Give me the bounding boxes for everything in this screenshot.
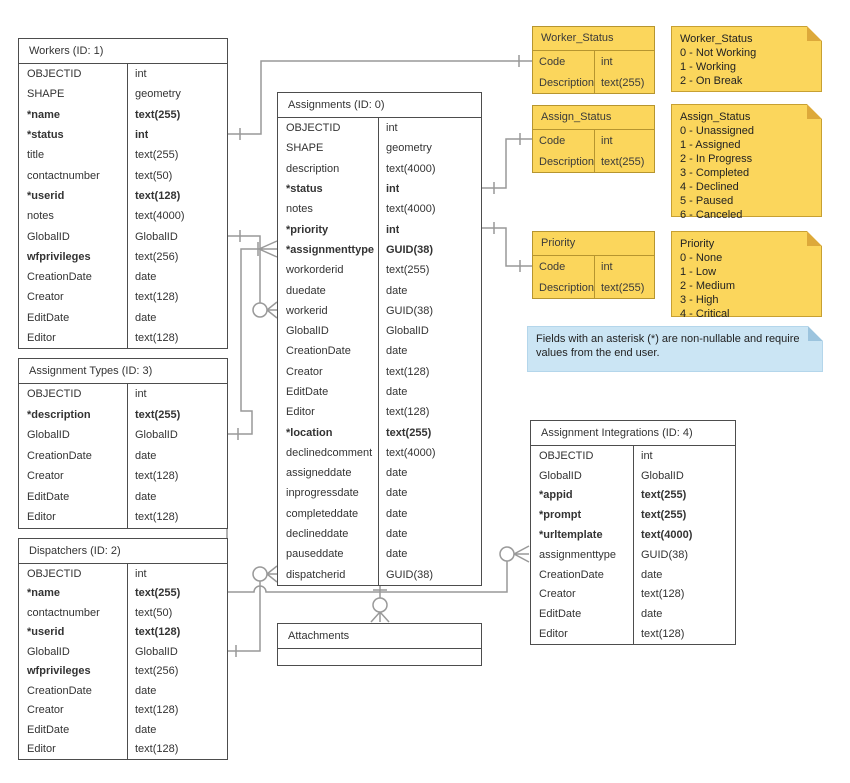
table-row [19,145,227,165]
field-type: int [135,129,149,142]
field-name: EditDate [19,487,128,508]
field-name: declineddate [278,524,379,544]
field-name: CreationDate [278,341,379,361]
field-name: *priority [278,219,379,239]
table-row [278,138,481,158]
field-name: SHAPE [19,84,128,104]
field-type: text(128) [641,628,685,641]
table-row [19,226,227,246]
field-type: text(4000) [386,203,436,216]
field-type: geometry [135,88,181,101]
field-type: date [386,548,408,561]
field-type: text(128) [135,626,181,639]
field-type: text(128) [135,704,179,717]
table-row [19,405,227,426]
field-type: int [135,68,147,81]
note-line: 4 - Critical [680,308,730,320]
table-row [19,425,227,446]
table-row [278,301,481,321]
field-name: Creator [19,701,128,721]
field-name: CreationDate [19,681,128,701]
table-row [278,321,481,341]
table-row [278,179,481,199]
table-row [533,151,654,172]
table-row [19,308,227,328]
field-name: Description [533,72,595,93]
table-worker-status-title: Worker_Status [533,27,654,51]
field-type: text(256) [135,250,179,263]
table-row [278,483,481,503]
table-row [278,118,481,138]
field-type: text(50) [135,169,173,182]
field-name: Editor [278,402,379,422]
table-row [533,72,654,93]
field-type: text(255) [135,408,181,421]
table-assignment-types-rows [19,384,227,528]
field-name: assigneddate [278,463,379,483]
field-type: date [135,271,157,284]
field-type: text(255) [641,509,687,522]
table-row [19,487,227,508]
table-row [278,565,481,585]
table-row [19,681,227,701]
note-line: 5 - Paused [680,195,734,207]
field-type: text(255) [386,426,432,439]
field-type: text(255) [601,76,645,89]
field-name: EditDate [19,720,128,740]
field-name: Description [533,151,595,172]
table-row [19,507,227,528]
table-attachments-title: Attachments [278,624,481,649]
table-row [278,159,481,179]
table-row [531,486,735,506]
note-title: Assign_Status [680,111,751,123]
field-name: Code [533,256,595,277]
field-name: Editor [19,328,128,348]
field-name: description [278,159,379,179]
field-type: int [135,388,147,401]
field-name: Editor [19,740,128,760]
field-name: *userid [19,186,128,206]
field-type: date [386,507,408,520]
note-lines [680,46,813,88]
note-line: 1 - Working [680,61,737,73]
table-row [19,564,227,584]
field-type: text(128) [135,189,181,202]
table-worker-status[interactable] [532,26,655,94]
field-type: text(4000) [135,210,185,223]
note-title: Worker_Status [680,33,753,45]
table-priority-title: Priority [533,232,654,256]
field-name: SHAPE [278,138,379,158]
connector-assignments-priority [482,222,532,272]
field-name: EditDate [278,382,379,402]
table-assign-status-title: Assign_Status [533,106,654,130]
table-workers-rows [19,64,227,348]
table-row [531,446,735,466]
table-assignments-title: Assignments (ID: 0) [278,93,481,118]
table-row [19,328,227,348]
table-row [278,544,481,564]
field-name: Editor [531,624,634,644]
field-name: *status [278,179,379,199]
table-row [19,384,227,405]
note-line: 1 - Low [680,266,717,278]
table-dispatchers-title: Dispatchers (ID: 2) [19,539,227,564]
table-dispatchers[interactable] [18,538,228,760]
note-title: Priority [680,238,715,250]
table-row [19,740,227,760]
table-workers[interactable] [18,38,228,349]
field-type: int [601,260,613,273]
connector-types-assignments-assignmenttype [228,241,277,440]
table-worker-status-rows [533,51,654,93]
field-type: GlobalID [386,325,429,338]
table-row [278,199,481,219]
field-name: GlobalID [278,321,379,341]
table-dispatchers-rows [19,564,227,759]
table-row [531,624,735,644]
note-line: 0 - Unassigned [680,125,754,137]
table-assign-status[interactable] [532,105,655,173]
table-priority-rows [533,256,654,298]
table-row [531,585,735,605]
field-name: notes [19,206,128,226]
note-line: 2 - On Break [680,75,743,87]
note-line: 3 - High [680,294,719,306]
table-assignments[interactable] [277,92,482,586]
field-name: completeddate [278,504,379,524]
field-name: CreationDate [19,446,128,467]
note-line: 2 - Medium [680,280,736,292]
field-name: GlobalID [531,466,634,486]
field-name: *userid [19,623,128,643]
note-fold-icon [807,104,822,119]
field-type: GlobalID [641,469,684,482]
field-type: GUID(38) [386,243,434,256]
field-name: contactnumber [19,165,128,185]
field-name: Creator [19,466,128,487]
field-type: text(128) [135,511,179,524]
table-row [278,260,481,280]
table-row [531,604,735,624]
table-row [531,565,735,585]
field-name: assignmenttype [531,545,634,565]
field-name: GlobalID [19,425,128,446]
table-row [531,505,735,525]
note-fold-icon [807,26,822,41]
table-assignment-integrations[interactable] [530,420,736,645]
field-type: date [135,723,157,736]
field-name: CreationDate [19,267,128,287]
table-row [533,256,654,277]
connector-dispatchers-assignments-dispatcherid [228,566,277,657]
table-row [19,446,227,467]
table-row [19,267,227,287]
field-type: text(128) [135,332,179,344]
field-type: text(128) [386,365,430,378]
table-attachments-empty-row [278,649,481,665]
field-type: text(128) [641,588,685,601]
field-type: date [386,487,408,500]
table-assignment-integrations-rows [531,446,735,644]
field-name: declinedcomment [278,443,379,463]
field-type: text(256) [135,665,179,678]
field-name: title [19,145,128,165]
table-row [278,402,481,422]
table-row [19,466,227,487]
table-row [278,524,481,544]
field-name: Code [533,51,595,72]
field-type: int [386,183,400,196]
table-assign-status-rows [533,130,654,172]
field-type: GUID(38) [386,304,434,317]
field-type: text(255) [135,149,179,162]
table-row [533,51,654,72]
table-row [531,545,735,565]
table-row [19,701,227,721]
field-name: wfprivileges [19,247,128,267]
field-type: date [386,467,408,480]
table-row [19,64,227,84]
field-name: CreationDate [531,565,634,585]
field-name: Creator [531,585,634,605]
field-type: date [135,449,157,462]
field-type: int [601,55,613,68]
field-name: *appid [531,486,634,506]
field-name: contactnumber [19,603,128,623]
table-row [19,186,227,206]
field-type: int [135,567,147,580]
table-row [19,603,227,623]
field-type: geometry [386,142,432,155]
field-name: inprogressdate [278,483,379,503]
note-lines [680,251,813,321]
field-name: Creator [19,287,128,307]
field-name: OBJECTID [278,118,379,138]
table-row [278,240,481,260]
field-type: date [386,528,408,541]
note-line: 1 - Assigned [680,139,741,151]
field-name: Code [533,130,595,151]
note-fold-icon [808,326,823,341]
field-type: int [601,134,613,147]
note-line: 4 - Declined [680,181,739,193]
field-name: workerid [278,301,379,321]
table-row [278,219,481,239]
field-name: *prompt [531,505,634,525]
note-fold-icon [807,231,822,246]
field-type: GlobalID [135,429,178,442]
field-type: GUID(38) [386,568,434,581]
note-line: 3 - Completed [680,167,750,179]
table-assignment-integrations-title: Assignment Integrations (ID: 4) [531,421,735,446]
table-row [278,443,481,463]
table-row [19,125,227,145]
table-assignments-rows [278,118,481,585]
field-type: date [641,568,663,581]
table-row [278,504,481,524]
field-type: text(4000) [386,446,436,459]
note-worker-status-domain[interactable] [671,26,822,92]
table-row [19,662,227,682]
table-workers-title: Workers (ID: 1) [19,39,227,64]
field-name: OBJECTID [19,384,128,405]
table-row [278,280,481,300]
field-type: text(50) [135,606,173,619]
field-name: GlobalID [19,226,128,246]
field-type: text(4000) [386,162,436,175]
field-type: int [386,223,400,236]
field-type: text(255) [135,587,181,600]
field-type: text(255) [135,108,181,121]
table-attachments[interactable] [277,623,482,666]
table-row [278,422,481,442]
note-line: 6 - Canceled [680,209,743,221]
table-row [19,720,227,740]
field-name: OBJECTID [531,446,634,466]
field-name: notes [278,199,379,219]
field-type: date [386,386,408,398]
field-name: workorderid [278,260,379,280]
table-row [19,584,227,604]
field-name: *location [278,422,379,442]
field-type: text(255) [386,264,430,277]
field-type: date [386,284,408,297]
field-name: EditDate [19,308,128,328]
table-row [19,206,227,226]
table-row [531,466,735,486]
table-row [278,362,481,382]
field-name: *assignmenttype [278,240,379,260]
table-row [278,463,481,483]
table-row [19,642,227,662]
note-priority-domain[interactable] [671,231,822,320]
table-row [278,341,481,361]
note-lines [680,124,813,222]
field-name: dispatcherid [278,565,379,585]
field-name: OBJECTID [19,64,128,84]
connector-assignments-assign-status [482,133,532,194]
field-name: *status [19,125,128,145]
field-name: Creator [278,362,379,382]
field-name: EditDate [531,604,634,624]
note-line: 2 - In Progress [680,153,753,165]
field-type: text(128) [386,406,430,419]
field-name: wfprivileges [19,662,128,682]
field-name: Editor [19,507,128,528]
note-assign-status-domain[interactable] [671,104,822,221]
note-line: 0 - None [680,252,723,264]
field-type: text(128) [135,291,179,304]
field-name: *urltemplate [531,525,634,545]
table-assignment-types-title: Assignment Types (ID: 3) [19,359,227,384]
table-row [533,277,654,298]
field-type: text(255) [641,489,687,502]
note-line: 0 - Not Working [680,47,757,59]
field-type: date [386,345,408,358]
field-type: date [641,608,663,621]
field-type: GlobalID [135,230,178,243]
field-type: date [135,490,157,503]
field-type: int [641,449,653,462]
field-name: *name [19,584,128,604]
field-type: int [386,122,398,135]
table-assignment-types[interactable] [18,358,228,529]
field-type: text(128) [135,470,179,483]
connector-assignments-attachments [371,584,389,622]
table-row [19,105,227,125]
table-row [531,525,735,545]
field-type: GlobalID [135,645,178,658]
connector-workers-assignments-workerid [228,230,277,318]
field-type: GUID(38) [641,548,689,561]
field-type: date [135,684,157,697]
table-row [533,130,654,151]
field-name: duedate [278,280,379,300]
field-name: *name [19,105,128,125]
table-row [19,623,227,643]
table-row [19,287,227,307]
field-type: text(128) [135,743,179,756]
note-text: Fields with an asterisk (*) are non-nullable and require values from the end user. [536,333,800,359]
field-name: pauseddate [278,544,379,564]
field-name: GlobalID [19,642,128,662]
table-row [19,165,227,185]
field-name: Description [533,277,595,298]
field-type: text(4000) [641,529,693,542]
field-type: text(255) [601,281,645,294]
field-name: OBJECTID [19,564,128,584]
field-name: *description [19,405,128,426]
field-type: date [135,311,157,324]
table-row [19,84,227,104]
table-row [278,382,481,402]
table-row [19,247,227,267]
table-priority[interactable] [532,231,655,299]
field-type: text(255) [601,155,645,168]
note-asterisk-explanation[interactable] [527,326,823,372]
